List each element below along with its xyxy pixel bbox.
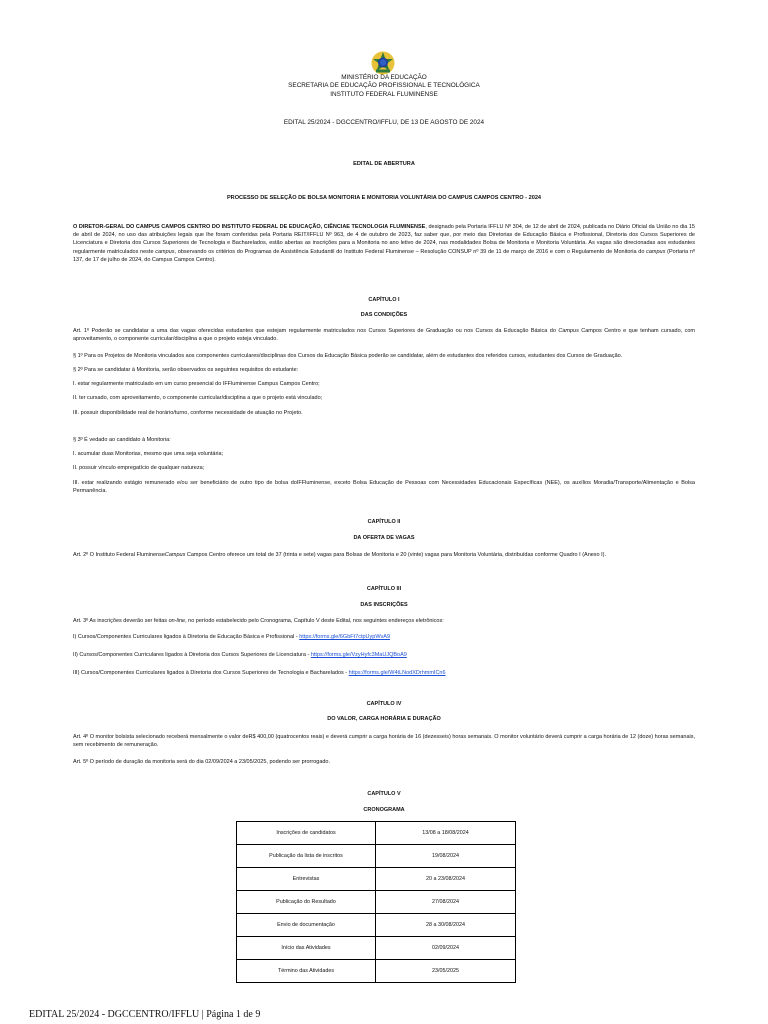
intro-text-3: (Portaria nº 137, de 17 de julho de 2024, do Campus Campos Centro). <box>73 248 695 263</box>
link-line-1 <box>73 633 695 641</box>
cap3-subtitle: DAS INSCRIÇÕES <box>360 602 408 608</box>
schedule-row <box>237 937 516 960</box>
schedule-activity: Envio de documentação <box>237 914 376 937</box>
intro-em-1: campus <box>155 248 175 255</box>
requirement-3: III. possuir disponibilidade real de horário/turno, conforme necessidade de atuação no Projeto. <box>73 410 303 416</box>
restriction-2: II. possuir vínculo empregatício de qualquer natureza; <box>73 465 205 471</box>
schedule-date: 28 a 30/08/2024 <box>376 914 516 937</box>
art3-em: on-line <box>168 618 186 624</box>
edital-number: EDITAL 25/2024 - DGCCENTRO/IFFLU, DE 13 DE AGOSTO DE 2024 <box>283 119 485 126</box>
form-link-tecnologia[interactable]: https://forms.gle/W4tLNodXDrhmmICn6 <box>348 670 446 676</box>
schedule-activity: Inscrições de candidatos <box>237 822 376 845</box>
art1-text-b: Campos Centro e que tenham cursado, com aproveitamento, o componente curricular/disciplina a que o projeto esteja vinculado. <box>73 328 695 343</box>
link-3-label: III) Cursos/Componentes Curriculares ligados à Diretoria dos Cursos Superiores de Tecnologia e Bacharelados - <box>73 670 349 676</box>
art5: Art. 5º O período de duração da monitoria será do dia 02/09/2024 a 23/05/2025, podendo ser prorrogado. <box>73 759 331 765</box>
art3-text-b: , no período estabelecido pelo Cronograma, Capítulo V deste Edital, nos seguintes endereços eletrônicos: <box>185 618 444 624</box>
intro-text-2: , observando os critérios do Programas de Assistência Estudantil do Instituto Federal Fluminense – Resolução CONSUP nº 39 de 11 de março de 2016 e com o Regulamento de Monitoria do <box>174 248 647 255</box>
schedule-row <box>237 914 516 937</box>
schedule-activity: Entrevistas <box>237 868 376 891</box>
schedule-date: 27/08/2024 <box>376 891 516 914</box>
header-block <box>0 74 768 99</box>
art3-text-a: Art. 3º As inscrições deverão ser feitas <box>73 618 169 624</box>
secretariat-line: SECRETARIA DE EDUCAÇÃO PROFISSIONAL E TECNOLÓGICA <box>288 82 480 90</box>
link-1-label: I) Cursos/Componentes Curriculares ligados à Diretoria de Educação Básica e Profissional - <box>73 634 300 640</box>
schedule-row <box>237 891 516 914</box>
art2-text-b: Campos Centro oferece um total de 37 (trinta e sete) vagas para Bolsas de Monitoria e 20 (vinte) vagas para Monitoria Voluntária, distribuídas conforme Quadro I (Anexo I). <box>185 552 607 558</box>
schedule-date: 13/08 a 18/08/2024 <box>376 822 516 845</box>
art4: Art. 4º O monitor bolsista selecionado receberá mensalmente o valor deR$ 400,00 (quatrocentos reais) e deverá cumprir a carga horária de 16 (dezesseis) horas semanais. O monitor voluntário deverá cumprir a carga horária de 12 (doze) horas semanais, sem recebimento de remuneração. <box>73 734 695 749</box>
cap2-subtitle: DA OFERTA DE VAGAS <box>353 535 415 541</box>
intro-text-1: , designado pela Portaria IFFLU Nº 304, de 12 de abril de 2024, publicada no Diário Oficial da União no dia 15 de abril de 2024, no uso das atribuições legais que lhe foram conferidas pela Portaria REIT/IFFLU Nº 963, de 4 de outubro de 2023, faz saber que, por meio das Diretorias de Educação Básica e Profissional, Diretoria dos Cursos Superiores de Licenciatura e Diretoria dos Cursos Superiores de Tecnologia e Bacharelados, estão abertas as inscrições para a Monitoria no ano letivo de 2024, nas modalidades Bolsa de Monitoria e Monitoria Voluntária. As vagas são direcionadas aos estudantes regularmente matriculados neste <box>73 224 695 255</box>
cap4-subtitle: DO VALOR, CARGA HORÁRIA E DURAÇÃO <box>327 716 441 722</box>
ministry-line: MINISTÉRIO DA EDUCAÇÃO <box>341 74 427 81</box>
link-line-3 <box>73 669 695 677</box>
title-processo: PROCESSO DE SELEÇÃO DE BOLSA MONITORIA E MONITORIA VOLUNTÁRIA DO CAMPUS CAMPOS CENTRO - 2024 <box>226 195 542 201</box>
schedule-date: 23/05/2025 <box>376 960 516 983</box>
schedule-table <box>236 821 516 983</box>
schedule-activity: Término das Atividades <box>237 960 376 983</box>
schedule-table-body <box>237 822 516 983</box>
intro-em-2: campus <box>646 248 666 255</box>
art1-p1: § 1º Para os Projetos de Monitoria vinculados aos componentes curriculares/disciplinas dos Cursos da Educação Básica poderão se candidatar, além de estudantes dos referidos cursos, estudantes dos Cursos de Graduação. <box>73 353 623 359</box>
art1 <box>73 327 695 343</box>
schedule-row <box>237 845 516 868</box>
schedule-activity: Publicação da lista de inscritos <box>237 845 376 868</box>
art1-em: Campus <box>558 328 579 334</box>
art1-p3: § 3º É vedado ao candidato à Monitoria: <box>73 437 171 443</box>
art2-em: Campus <box>164 552 186 558</box>
art1-p2: § 2º Para se candidatar à Monitoria, serão observados os seguintes requisitos do estudante: <box>73 367 299 373</box>
requirement-2: II. ter cursado, com aproveitamento, o componente curricular/disciplina a que o projeto está vinculado; <box>73 395 323 401</box>
schedule-row <box>237 960 516 983</box>
schedule-row <box>237 868 516 891</box>
cap2-title: CAPÍTULO II <box>367 519 401 525</box>
form-link-basica[interactable]: https://forms.gle/6GbFt7ctpUypWvA9 <box>299 634 391 640</box>
cap1-title: CAPÍTULO I <box>368 297 400 303</box>
schedule-date: 02/09/2024 <box>376 937 516 960</box>
cap3-title: CAPÍTULO III <box>366 586 402 592</box>
schedule-activity: Publicação do Resultado <box>237 891 376 914</box>
schedule-activity: Início das Atividades <box>237 937 376 960</box>
link-line-2 <box>73 651 695 659</box>
link-2-label: II) Cursos/Componentes Curriculares ligados à Diretoria dos Cursos Superiores de Licenciatura - <box>73 652 311 658</box>
schedule-row <box>237 822 516 845</box>
institute-line: INSTITUTO FEDERAL FLUMINENSE <box>330 90 438 98</box>
art1-text-a: Art. 1º Poderão se candidatar a uma das vagas oferecidas estudantes que estejam regularmente matriculados nos Cursos Superiores de Graduação ou nos Cursos da Educação Básica do <box>73 328 559 334</box>
cap1-subtitle: DAS CONDIÇÕES <box>360 312 408 318</box>
restriction-3: III. estar realizando estágio remunerado e/ou ser beneficiário de outro tipo de bolsa doIFFluminense, exceto Bolsa Educação de Pessoas com Necessidades Educacionais Específicas (NEE), os auxílios Moradia/Transporte/Alimentação e Bolsa Permanência. <box>73 480 695 495</box>
form-link-licenciatura[interactable]: https://forms.gle/VzyHyfc3MaUJQBoA9 <box>310 652 407 658</box>
restriction-1: I. acumular duas Monitorias, mesmo que uma seja voluntária; <box>73 451 224 457</box>
brasao-republica-icon <box>370 50 396 76</box>
cap5-title: CAPÍTULO V <box>367 791 401 797</box>
requirement-1: I. estar regularmente matriculado em um curso presencial do IFFluminense Campus Campos Centro; <box>73 381 320 387</box>
schedule-date: 20 a 23/08/2024 <box>376 868 516 891</box>
schedule-date: 19/08/2024 <box>376 845 516 868</box>
art3 <box>73 617 695 625</box>
art2-text-a: Art. 2º O Instituto Federal Fluminense <box>73 552 165 558</box>
art2 <box>73 551 695 559</box>
cap5-subtitle: CRONOGRAMA <box>363 807 405 813</box>
page-footer: EDITAL 25/2024 - DGCCENTRO/IFFLU | Página 1 de 9 <box>29 1009 261 1020</box>
title-abertura: EDITAL DE ABERTURA <box>353 161 415 167</box>
intro-paragraph <box>73 223 695 264</box>
cap4-title: CAPÍTULO IV <box>366 701 402 707</box>
intro-bold: O DIRETOR-GERAL DO CAMPUS CAMPOS CENTRO DO INSTITUTO FEDERAL DE EDUCAÇÃO, CIÊNCIAE TECNOLOGIA FLUMINENSE <box>73 224 426 230</box>
